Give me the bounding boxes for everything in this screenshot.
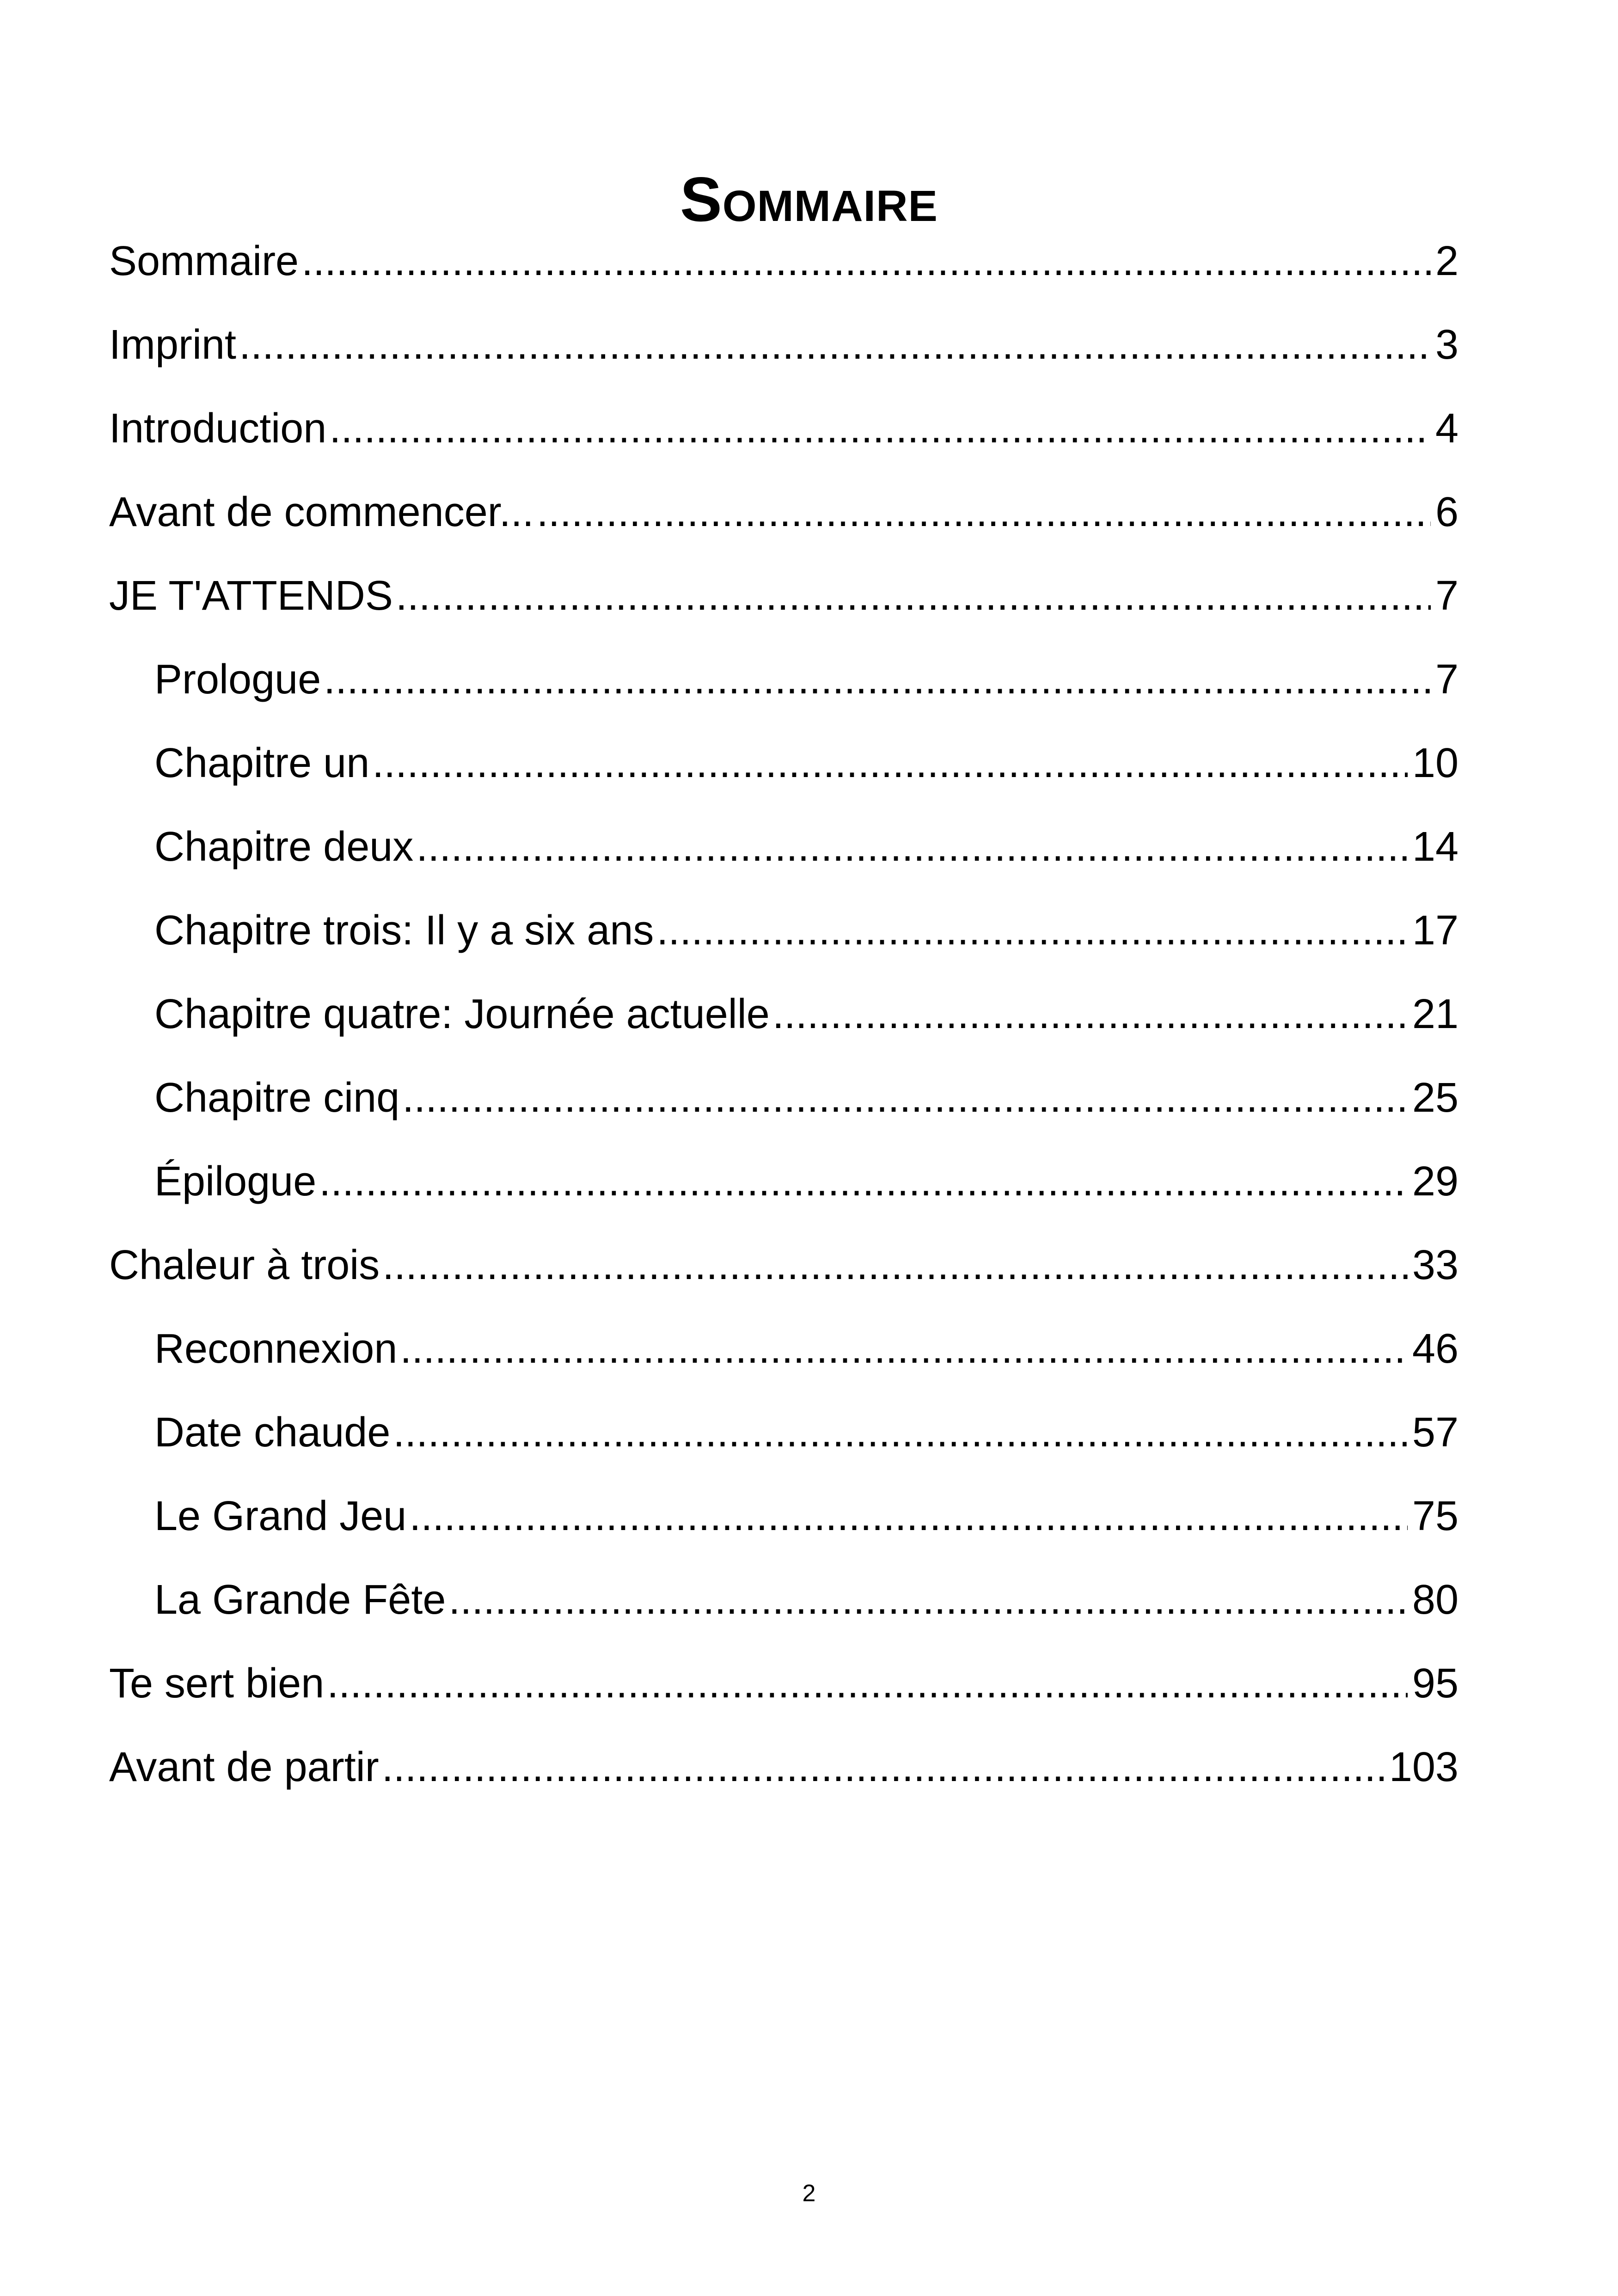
toc-dot-leader: [329, 398, 1431, 459]
toc-entry-page: 17: [1412, 907, 1459, 954]
toc-entry-page: 29: [1412, 1158, 1459, 1205]
toc-entry[interactable]: [109, 398, 1459, 459]
toc-entry-label: Sommaire: [109, 238, 299, 284]
toc-dot-leader: [772, 984, 1408, 1044]
toc-entry-page: 46: [1412, 1326, 1459, 1372]
toc-dot-leader: [393, 1402, 1408, 1463]
toc-entry-page: 75: [1412, 1493, 1459, 1539]
toc-entry-label: Chapitre deux: [154, 824, 414, 870]
toc-entry-page: 25: [1412, 1075, 1459, 1121]
toc-dot-leader: [416, 817, 1408, 877]
toc-entry[interactable]: [154, 1486, 1459, 1546]
toc-dot-leader: [324, 649, 1431, 710]
toc-entry[interactable]: [154, 649, 1459, 710]
toc-dot-leader: [239, 315, 1431, 375]
toc-entry[interactable]: [109, 1737, 1459, 1797]
toc-entry-label: Épilogue: [154, 1158, 317, 1205]
toc-dot-leader: [402, 1068, 1408, 1128]
toc-entry[interactable]: [109, 482, 1459, 542]
toc-dot-leader: [319, 1151, 1408, 1212]
toc-entry-label: La Grande Fête: [154, 1577, 446, 1623]
toc-dot-leader: [656, 900, 1407, 961]
toc-entry[interactable]: [154, 1151, 1459, 1212]
toc-entry[interactable]: [154, 817, 1459, 877]
toc-dot-leader: [372, 733, 1408, 793]
toc-entry-label: Chapitre un: [154, 740, 370, 786]
toc-dot-leader: [327, 1653, 1408, 1714]
toc-entry-label: Avant de partir: [109, 1744, 379, 1790]
toc-entry-page: 3: [1435, 322, 1459, 368]
toc-entry-label: JE T'ATTENDS: [109, 573, 393, 619]
toc-entry[interactable]: [154, 1319, 1459, 1379]
toc-dot-leader: [400, 1319, 1408, 1379]
toc-entry-page: 95: [1412, 1660, 1459, 1707]
toc-dot-leader: [448, 1570, 1407, 1630]
page-title: Sommaire: [680, 164, 938, 235]
toc-entry-label: Avant de commencer...: [109, 489, 534, 535]
toc-entry-page: 14: [1412, 824, 1459, 870]
toc-entry-label: Imprint: [109, 322, 237, 368]
toc-entry-label: Te sert bien: [109, 1660, 325, 1707]
toc-entry-page: 80: [1412, 1577, 1459, 1623]
toc-entry-label: Chapitre cinq: [154, 1075, 400, 1121]
toc-entry[interactable]: [154, 900, 1459, 961]
toc-dot-leader: [537, 482, 1431, 542]
toc-entry-label: Reconnexion: [154, 1326, 398, 1372]
toc-entry[interactable]: [154, 984, 1459, 1044]
toc-entry-label: Chapitre quatre: Journée actuelle: [154, 991, 770, 1037]
toc-entry[interactable]: [109, 315, 1459, 375]
toc-entry[interactable]: [154, 1402, 1459, 1463]
toc-entry-label: Chaleur à trois: [109, 1242, 380, 1288]
toc-entry[interactable]: [109, 231, 1459, 291]
toc-entry-page: 21: [1412, 991, 1459, 1037]
toc-entry-page: 7: [1435, 656, 1459, 703]
toc-entry-label: Date chaude: [154, 1409, 391, 1456]
toc-entry-page: 10: [1412, 740, 1459, 786]
toc-entry[interactable]: [109, 1653, 1459, 1714]
toc-dot-leader: [409, 1486, 1408, 1546]
toc-entry-label: Introduction: [109, 405, 327, 452]
toc-entry-label: Prologue: [154, 656, 321, 703]
toc-entry-label: Le Grand Jeu: [154, 1493, 407, 1539]
toc-entry[interactable]: [154, 733, 1459, 793]
toc-entry[interactable]: [109, 566, 1459, 626]
toc-entry-page: 103: [1389, 1744, 1459, 1790]
toc-entry-label: Chapitre trois: Il y a six ans: [154, 907, 654, 954]
toc-entry-page: 7: [1435, 573, 1459, 619]
toc-entry-page: 33: [1412, 1242, 1459, 1288]
page-number: 2: [802, 2180, 816, 2207]
toc-entry-page: 2: [1435, 238, 1459, 284]
toc-entry[interactable]: [109, 1235, 1459, 1295]
toc-entry-page: 57: [1412, 1409, 1459, 1456]
toc-dot-leader: [382, 1235, 1408, 1295]
toc-entry-page: 6: [1435, 489, 1459, 535]
toc-dot-leader: [301, 231, 1431, 291]
toc-entry-page: 4: [1435, 405, 1459, 452]
toc-entry[interactable]: [154, 1570, 1459, 1630]
toc-dot-leader: [396, 566, 1431, 626]
toc-entry[interactable]: [154, 1068, 1459, 1128]
toc-dot-leader: [382, 1737, 1385, 1797]
